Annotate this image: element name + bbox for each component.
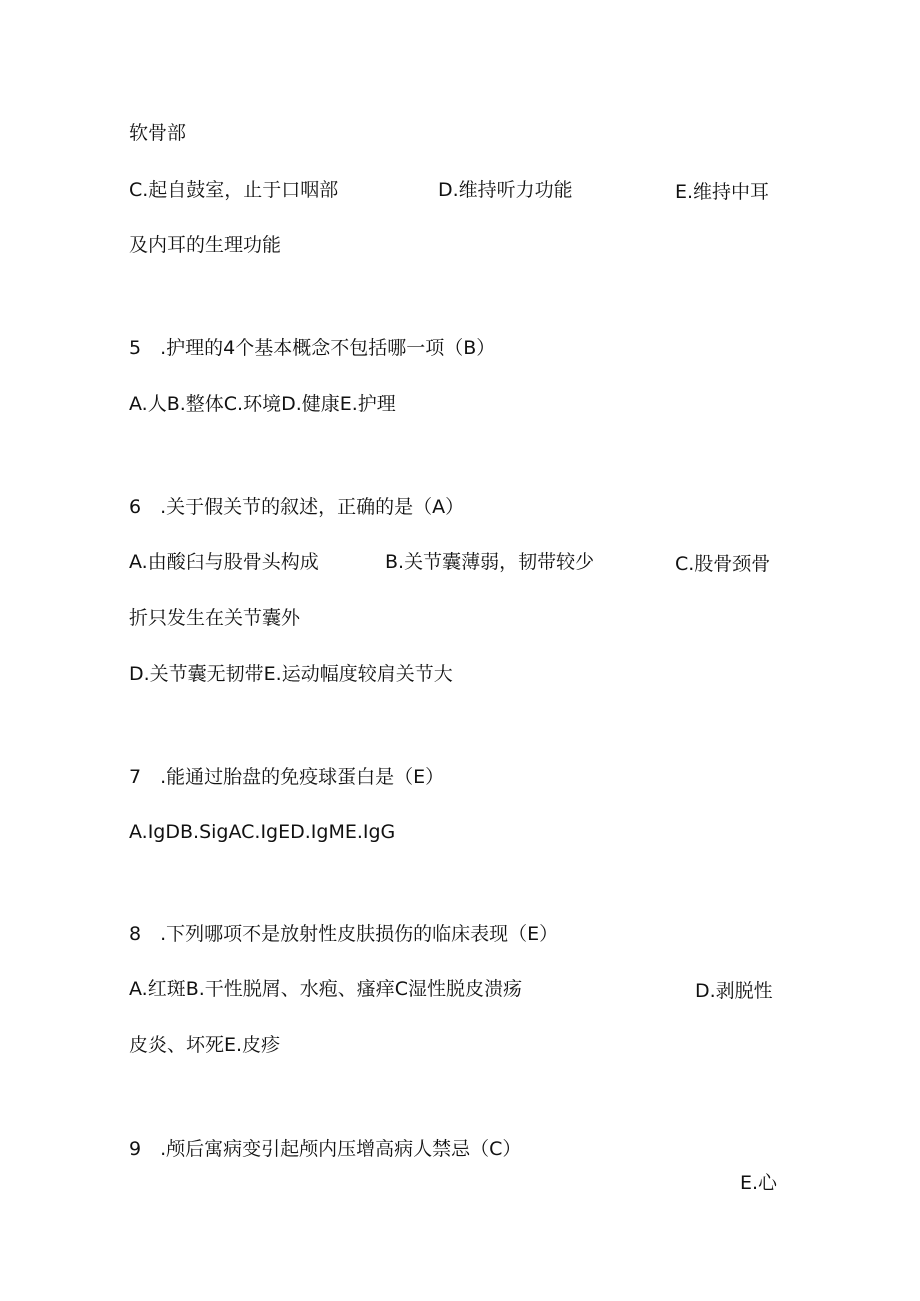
option-e: E.心: [740, 1172, 778, 1194]
question-6: 6 .关于假关节的叙述，正确的是（A）: [129, 496, 465, 518]
question-5: 5 .护理的4个基本概念不包括哪一项（B）: [129, 337, 496, 359]
option-a-b-c: A.红斑B.干性脱屑、水疱、瘙痒C湿性脱皮溃疡: [129, 978, 523, 1000]
question-7-options: A.IgDB.SigAC.IgED.IgME.IgG: [129, 821, 396, 843]
option-d-e: D.关节囊无韧带E.运动幅度较肩关节大: [129, 663, 453, 685]
option-continuation: 折只发生在关节囊外: [129, 607, 301, 629]
option-a: A.由酸臼与股骨头构成: [129, 551, 319, 573]
question-7: 7 .能通过胎盘的免疫球蛋白是（E）: [129, 766, 445, 788]
option-continuation: 及内耳的生理功能: [129, 234, 282, 256]
option-d: D.剥脱性: [695, 980, 773, 1002]
option-continuation: 皮炎、坏死E.皮疹: [129, 1034, 281, 1056]
option-d: D.维持听力功能: [438, 179, 573, 201]
question-8: 8 .下列哪项不是放射性皮肤损伤的临床表现（E）: [129, 923, 559, 945]
option-c: C.股骨颈骨: [675, 553, 771, 575]
option-b: B.关节囊薄弱，韧带较少: [385, 551, 595, 573]
question-5-options: A.人B.整体C.环境D.健康E.护理: [129, 393, 396, 415]
option-c: C.起自鼓室，止于口咽部: [129, 179, 339, 201]
option-e: E.维持中耳: [675, 181, 770, 203]
question-9: 9 .颅后寓病变引起颅内压增高病人禁忌（C）: [129, 1138, 522, 1160]
option-continuation: 软骨部: [129, 122, 187, 144]
